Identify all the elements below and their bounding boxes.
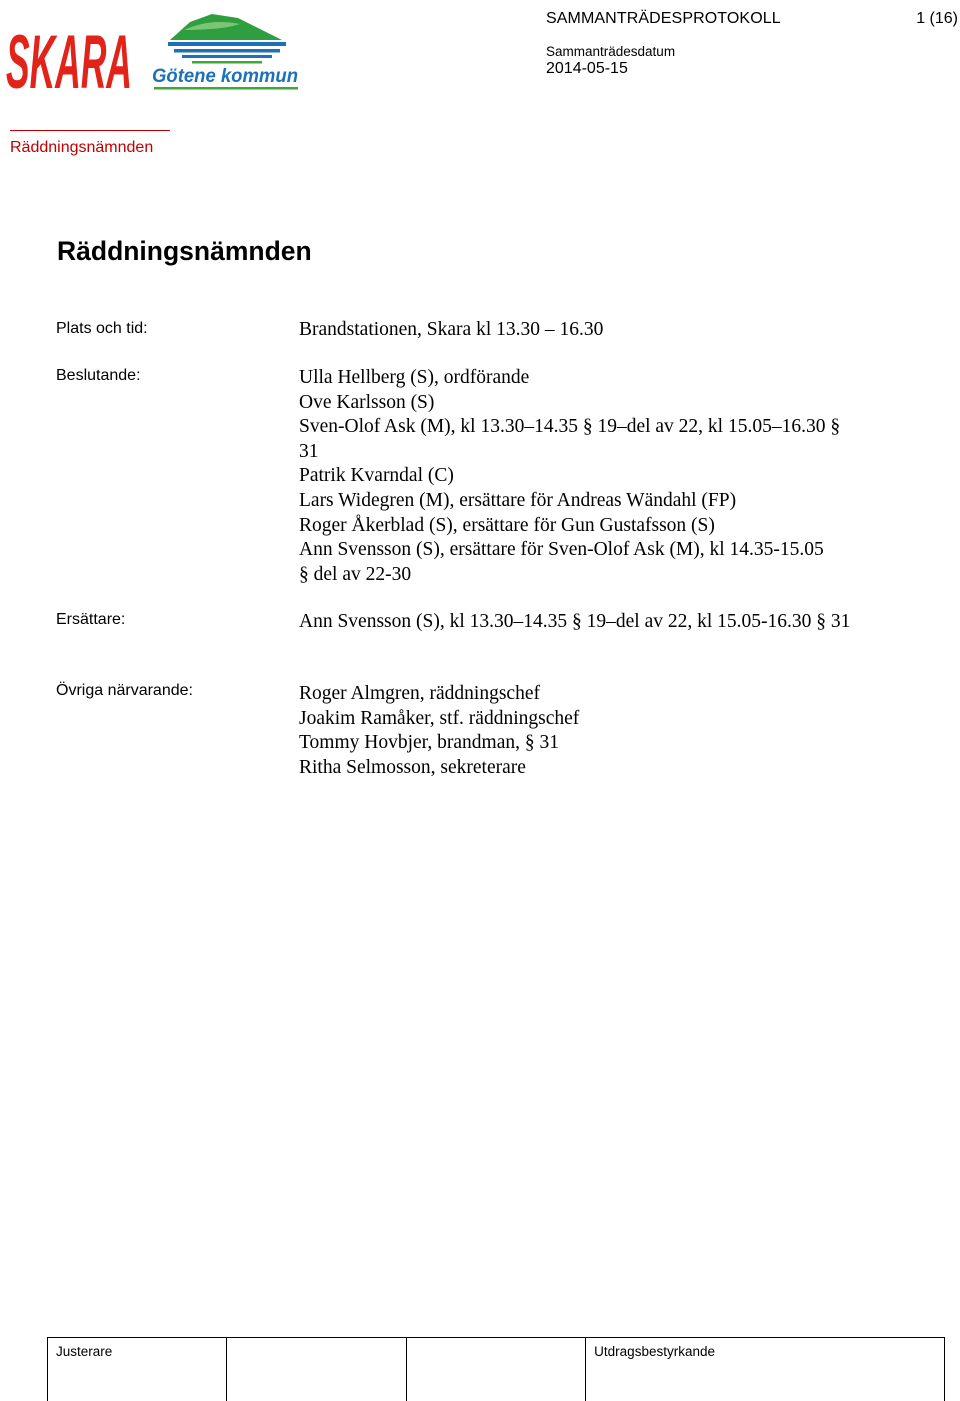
organisation-name: Räddningsnämnden (10, 139, 154, 156)
page-number: 1 (16) (916, 10, 958, 27)
substitute-line: Ann Svensson (S), kl 13.30–14.35 § 19–del av 22, kl 15.05-16.30 § 31 (299, 611, 851, 632)
signature-table (47, 1337, 945, 1401)
utdragsbestyrkande-cell (586, 1338, 945, 1401)
others-present-list (299, 682, 909, 780)
other-present-line: Roger Almgren, räddningschef (299, 683, 540, 704)
decision-maker-line: Patrik Kvarndal (C) (299, 465, 454, 487)
utdragsbestyrkande-label: Utdragsbestyrkande (594, 1344, 715, 1359)
place-value-text: Brandstationen, Skara kl 13.30 – 16.30 (299, 319, 604, 340)
svg-text:SKARA: SKARA (6, 20, 132, 94)
skara-logo (6, 8, 134, 94)
justerare-cell (48, 1338, 227, 1401)
meeting-date-label: Sammanträdesdatum (546, 44, 676, 59)
decision-maker-line: Ann Svensson (S), ersättare för Sven-Olof Ask (M), kl 14.35-15.05 (299, 539, 824, 561)
justerare-label: Justerare (56, 1344, 113, 1359)
other-present-line: Tommy Hovbjer, brandman, § 31 (299, 732, 559, 754)
place-label: Plats och tid: (56, 320, 148, 337)
signature-cell (227, 1338, 406, 1401)
decision-makers-list (299, 366, 909, 587)
others-present-label: Övriga närvarande: (56, 682, 193, 699)
substitutes-value (299, 610, 909, 635)
decision-maker-line: 31 (299, 440, 319, 462)
document-type: SAMMANTRÄDESPROTOKOLL (546, 10, 781, 27)
decision-maker-line: Ove Karlsson (S) (299, 391, 435, 413)
decision-makers-label: Beslutande: (56, 367, 141, 384)
decision-maker-line: § del av 22-30 (299, 563, 412, 585)
other-present-line: Ritha Selmosson, sekreterare (299, 756, 526, 778)
organisation-divider (10, 130, 170, 131)
decision-maker-line: Ulla Hellberg (S), ordförande (299, 367, 530, 388)
decision-maker-line: Lars Widegren (M), ersättare för Andreas Wändahl (FP) (299, 489, 737, 511)
gotene-kommun-logo (150, 8, 302, 94)
meeting-date: 2014-05-15 (546, 60, 628, 77)
signature-cell (406, 1338, 585, 1401)
svg-text:Götene kommun: Götene kommun (152, 66, 298, 87)
place-value (299, 318, 909, 343)
substitutes-label: Ersättare: (56, 611, 126, 628)
page-title: Räddningsnämnden (57, 236, 312, 266)
decision-maker-line: Sven-Olof Ask (M), kl 13.30–14.35 § 19–del av 22, kl 15.05–16.30 § (299, 416, 841, 438)
other-present-line: Joakim Ramåker, stf. räddningschef (299, 707, 580, 729)
decision-maker-line: Roger Åkerblad (S), ersättare för Gun Gustafsson (S) (299, 514, 715, 536)
